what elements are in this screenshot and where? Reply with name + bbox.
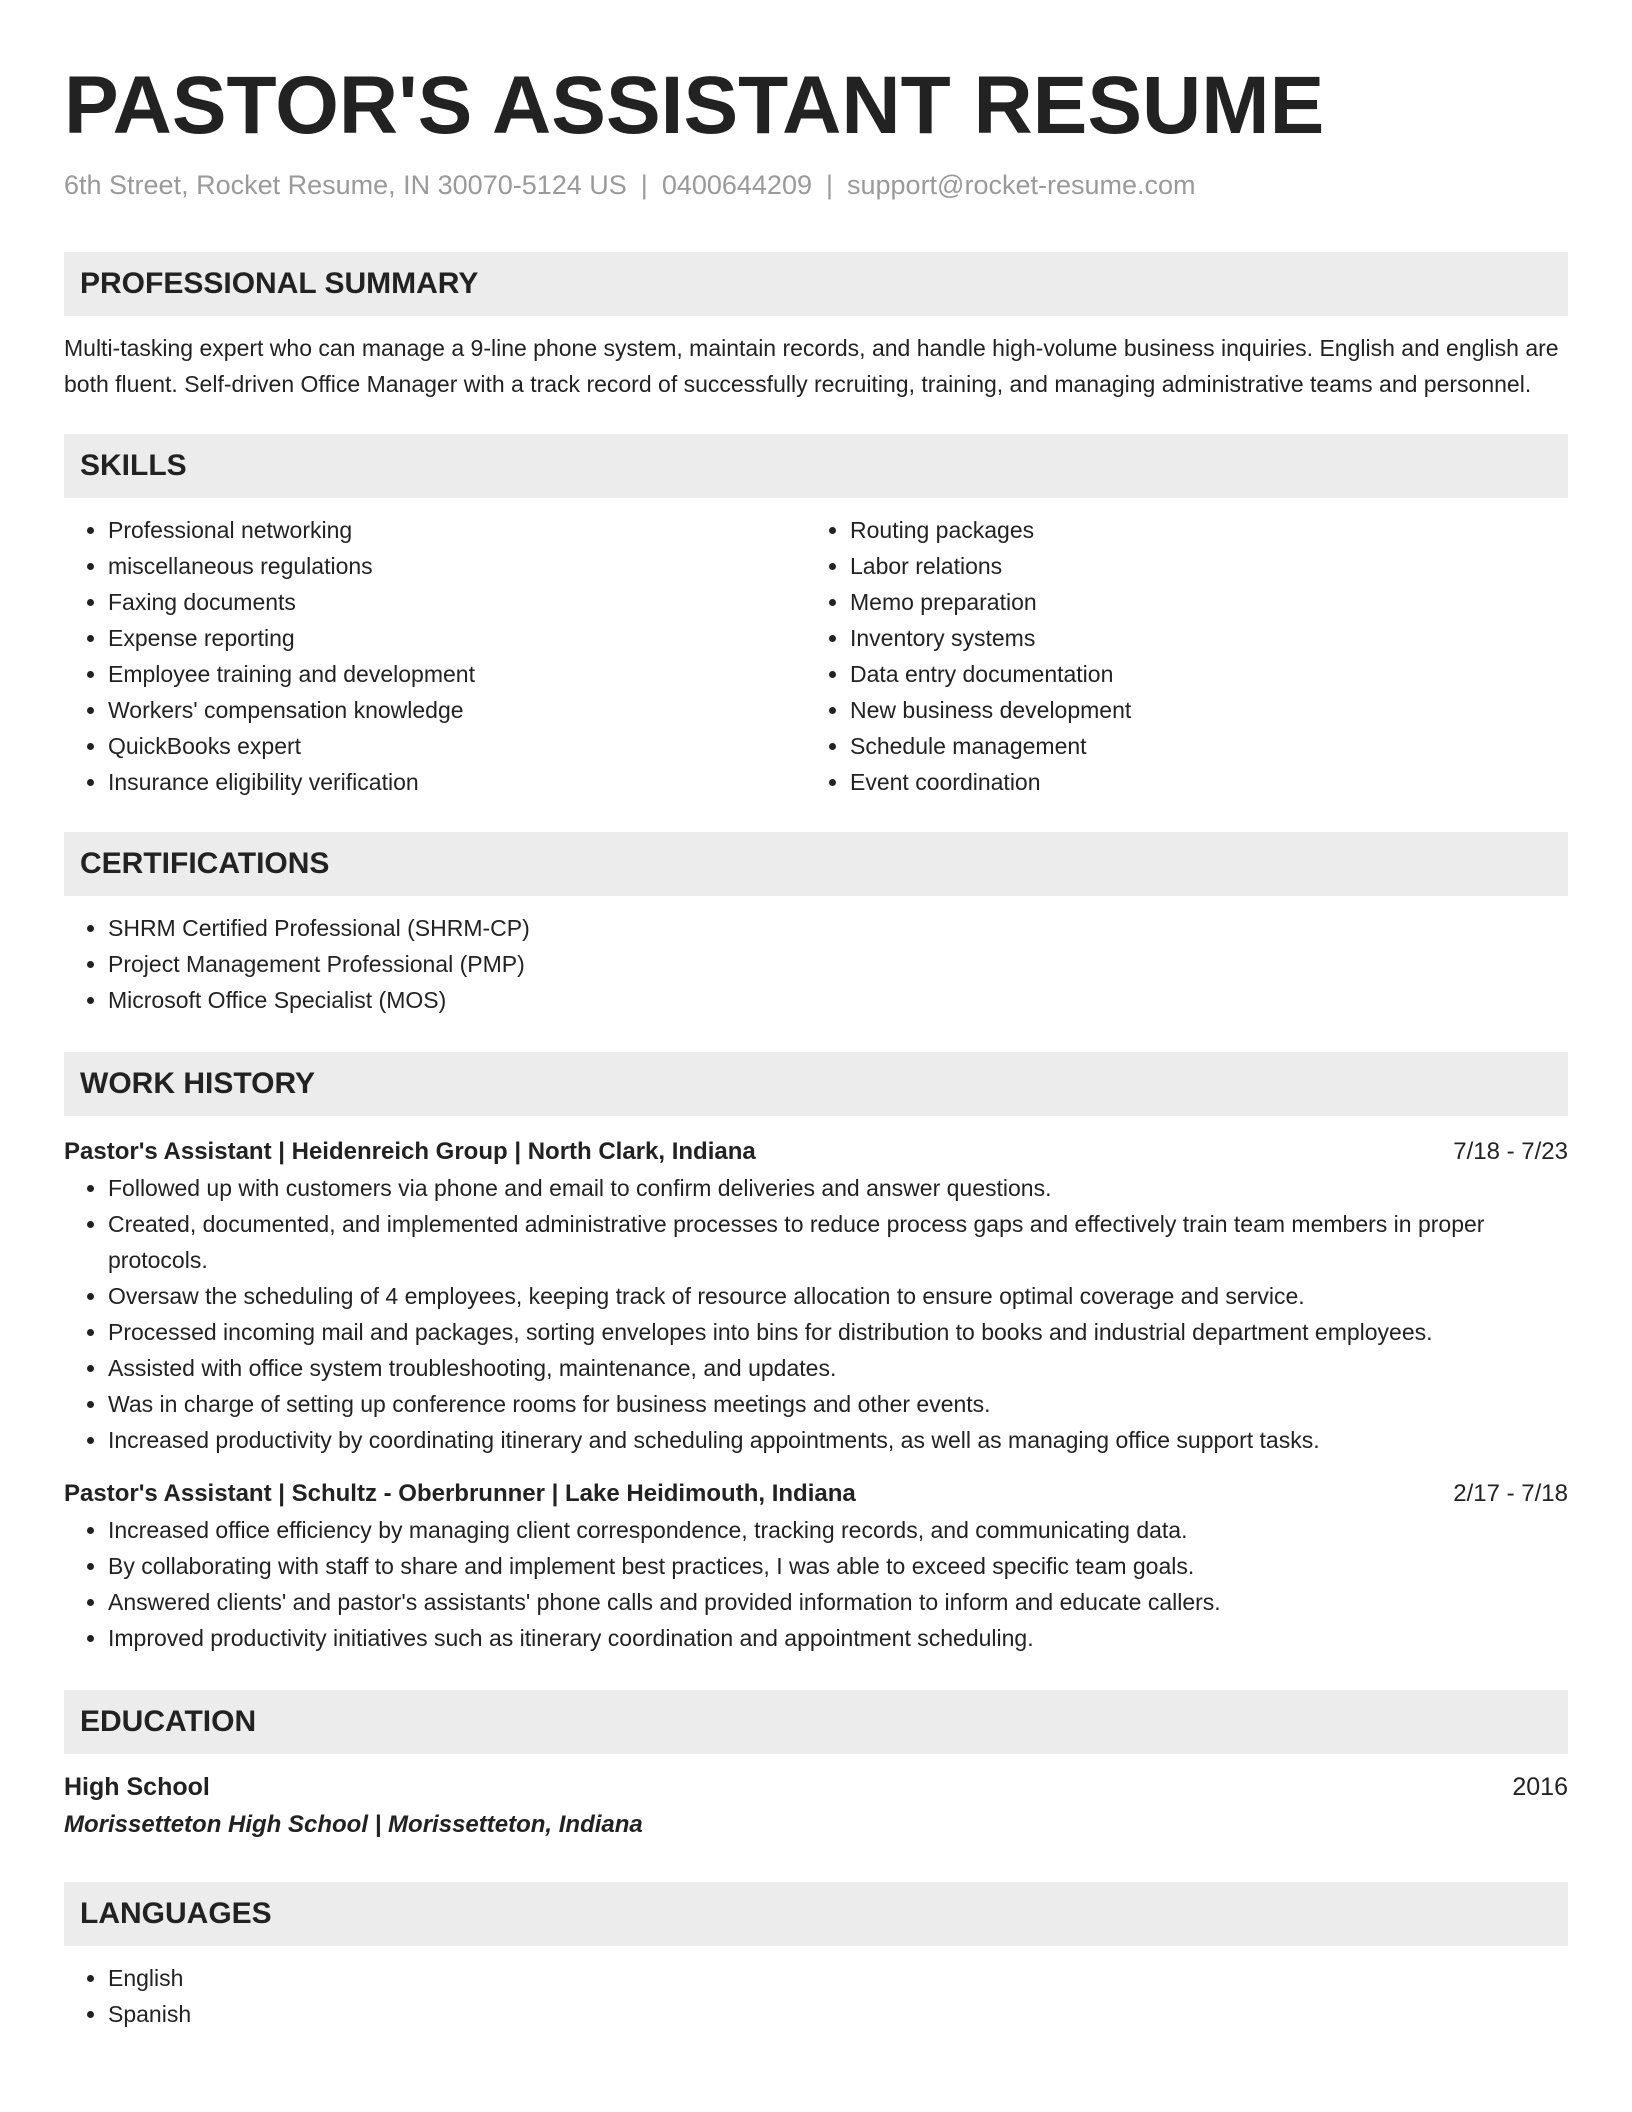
- work-history-section: [64, 1052, 1568, 1656]
- education-school: Morissetteton High School | Morissetteton, Indiana: [64, 1811, 643, 1838]
- job-bullet: • Created, documented, and implemented administrative processes to reduce process gaps and effectively train team members in proper protocols.: [108, 1206, 1568, 1278]
- languages-list: [64, 1960, 1568, 2032]
- job-bullet: • By collaborating with staff to share and implement best practices, I was able to exceed specific team goals.: [108, 1548, 1568, 1584]
- job-bullet: • Increased office efficiency by managing client correspondence, tracking records, and communicating data.: [108, 1512, 1568, 1548]
- certification-item: • Microsoft Office Specialist (MOS): [108, 982, 1568, 1018]
- skills-column-left: [64, 512, 806, 800]
- job-title: Pastor's Assistant | Heidenreich Group | North Clark, Indiana: [64, 1138, 756, 1165]
- summary-text: Multi-tasking expert who can manage a 9-line phone system, maintain records, and handle high-volume business inquiries. English and english are both fluent. Self-driven Office Manager with a track record of successfully recruiting, training, and managing administrative teams and personnel.: [64, 335, 1559, 397]
- job-header: [64, 1476, 1568, 1512]
- job-bullet: • Was in charge of setting up conference rooms for business meetings and other events.: [108, 1386, 1568, 1422]
- certifications-list: [64, 910, 1568, 1018]
- job-dates: 2/17 - 7/18: [1453, 1480, 1568, 1507]
- skills-list-right: [806, 512, 1548, 800]
- resume-page: [64, 0, 1568, 2032]
- job-title: Pastor's Assistant | Schultz - Oberbrunner | Lake Heidimouth, Indiana: [64, 1480, 856, 1507]
- education-heading: EDUCATION: [64, 1690, 1568, 1754]
- skills-column-right: [806, 512, 1548, 800]
- job-dates: 7/18 - 7/23: [1453, 1138, 1568, 1165]
- skill-item: • Professional networking: [108, 512, 806, 548]
- certification-item: • Project Management Professional (PMP): [108, 946, 1568, 982]
- summary-heading: PROFESSIONAL SUMMARY: [64, 252, 1568, 316]
- skill-item: • Insurance eligibility verification: [108, 764, 806, 800]
- skill-item: • Routing packages: [850, 512, 1548, 548]
- job-bullet: • Assisted with office system troubleshooting, maintenance, and updates.: [108, 1350, 1568, 1386]
- skill-item: • Labor relations: [850, 548, 1548, 584]
- job-bullet: • Processed incoming mail and packages, sorting envelopes into bins for distribution to books and industrial department employees.: [108, 1314, 1568, 1350]
- certifications-section: [64, 832, 1568, 1018]
- summary-section: [64, 252, 1568, 402]
- contact-line: [64, 168, 1568, 202]
- job-bullet: • Oversaw the scheduling of 4 employees, keeping track of resource allocation to ensure optimal coverage and service.: [108, 1278, 1568, 1314]
- education-year: 2016: [1512, 1773, 1568, 1801]
- skills-grid: [64, 512, 1568, 800]
- job-bullets: [64, 1170, 1568, 1458]
- job-entry: [64, 1134, 1568, 1458]
- job-bullet: • Answered clients' and pastor's assistants' phone calls and provided information to inform and educate callers.: [108, 1584, 1568, 1620]
- skill-item: • Memo preparation: [850, 584, 1548, 620]
- skill-item: • Employee training and development: [108, 656, 806, 692]
- skills-heading: SKILLS: [64, 434, 1568, 498]
- job-entry: [64, 1476, 1568, 1656]
- language-item: • Spanish: [108, 1996, 1568, 2032]
- education-section: [64, 1690, 1568, 1844]
- job-bullet: • Followed up with customers via phone and email to confirm deliveries and answer questions.: [108, 1170, 1568, 1206]
- education-degree: High School: [64, 1773, 210, 1801]
- job-bullets: [64, 1512, 1568, 1656]
- skill-item: • New business development: [850, 692, 1548, 728]
- contact-separator: |: [825, 170, 833, 200]
- certification-item: • SHRM Certified Professional (SHRM-CP): [108, 910, 1568, 946]
- education-row: [64, 1768, 1568, 1806]
- job-bullet: • Improved productivity initiatives such as itinerary coordination and appointment scheduling.: [108, 1620, 1568, 1656]
- languages-section: [64, 1882, 1568, 2032]
- skill-item: • QuickBooks expert: [108, 728, 806, 764]
- skill-item: • Event coordination: [850, 764, 1548, 800]
- contact-separator: |: [640, 170, 648, 200]
- skills-list-left: [64, 512, 806, 800]
- contact-phone: 0400644209: [661, 170, 812, 200]
- skill-item: • Schedule management: [850, 728, 1548, 764]
- languages-heading: LANGUAGES: [64, 1882, 1568, 1946]
- contact-address: 6th Street, Rocket Resume, IN 30070-5124 US: [64, 170, 627, 200]
- certifications-heading: CERTIFICATIONS: [64, 832, 1568, 896]
- resume-title: PASTOR'S ASSISTANT RESUME: [64, 60, 1325, 151]
- language-item: • English: [108, 1960, 1568, 1996]
- skill-item: • Data entry documentation: [850, 656, 1548, 692]
- job-header: [64, 1134, 1568, 1170]
- contact-email[interactable]: support@rocket-resume.com: [847, 170, 1196, 200]
- work-history-heading: WORK HISTORY: [64, 1052, 1568, 1116]
- skill-item: • Faxing documents: [108, 584, 806, 620]
- job-bullet: • Increased productivity by coordinating itinerary and scheduling appointments, as well as managing office support tasks.: [108, 1422, 1568, 1458]
- skill-item: • miscellaneous regulations: [108, 548, 806, 584]
- skill-item: • Expense reporting: [108, 620, 806, 656]
- skills-section: [64, 434, 1568, 800]
- skill-item: • Workers' compensation knowledge: [108, 692, 806, 728]
- skill-item: • Inventory systems: [850, 620, 1548, 656]
